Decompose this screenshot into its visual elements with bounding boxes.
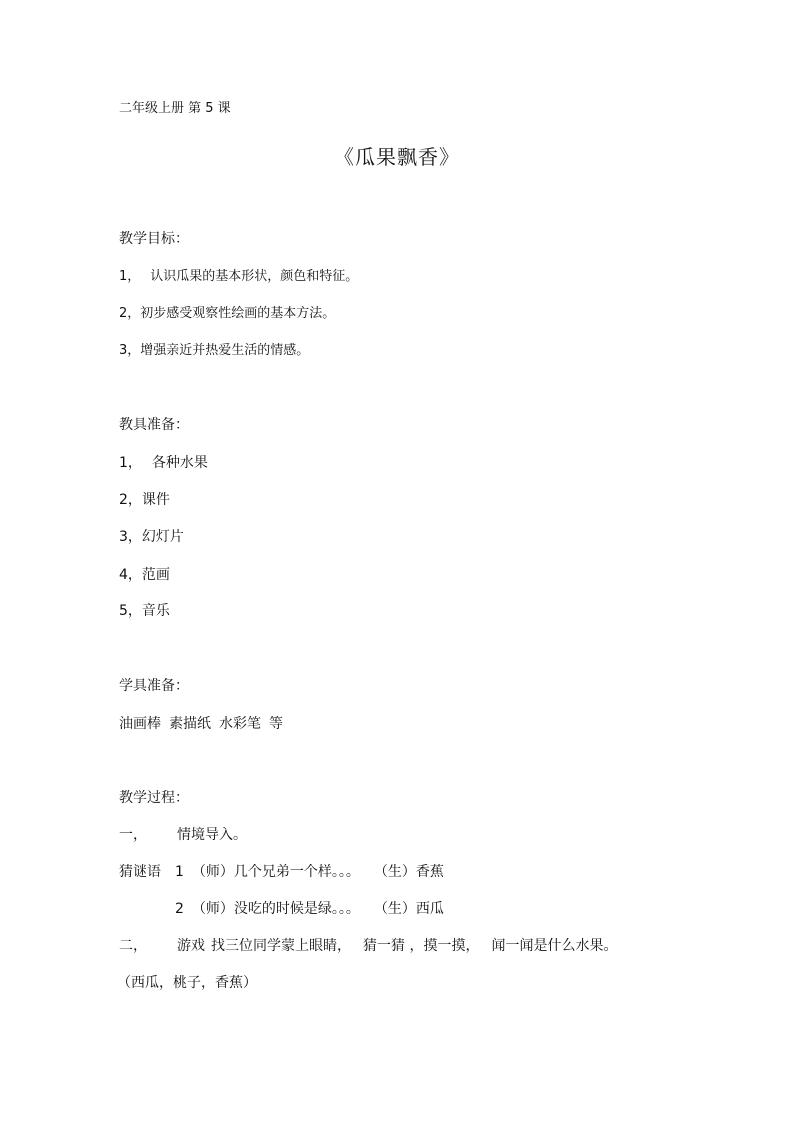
student-tool: 水彩笔 [219, 716, 261, 732]
riddle-row [119, 863, 161, 881]
game-part: 找三位同学蒙上眼睛， [211, 938, 351, 954]
teacher-tools-heading: 教具准备： [119, 417, 189, 433]
riddle-student: （生）西瓜 [373, 901, 444, 917]
goal-text: 增强亲近并热爱生活的情感。 [140, 343, 310, 358]
process-step-1 [119, 826, 247, 844]
tool-text: 幻灯片 [141, 529, 184, 545]
riddle-teacher: （师）几个兄弟一个样。。。 [191, 864, 360, 880]
process-heading: 教学过程： [119, 790, 189, 806]
game-part: 猜一猜 ，摸一摸， [363, 938, 480, 954]
student-tool: 油画棒 [119, 716, 161, 732]
step-num: 一， [119, 827, 147, 843]
step-num: 二， [119, 938, 147, 954]
student-tools-heading: 学具准备： [119, 678, 189, 694]
teacher-tool-item [119, 602, 170, 620]
game-part: 闻一闻是什么水果。 [491, 938, 618, 954]
riddle-item [175, 900, 444, 918]
tool-num: 4， [119, 567, 142, 583]
goal-item [119, 268, 358, 286]
grade-lesson-line: 二年级上册 第 5 课 [119, 101, 231, 116]
tool-num: 1， [119, 455, 142, 471]
teacher-tool-item [119, 491, 170, 509]
step-text: 情境导入。 [177, 827, 247, 843]
riddle-num: 2 [175, 901, 184, 917]
page-title: 《瓜果飘香》 [334, 145, 460, 169]
game-answer: （西瓜，桃子，香蕉） [117, 975, 257, 991]
goal-text: 认识瓜果的基本形状，颜色和特征。 [150, 269, 359, 284]
student-tools-line [119, 715, 283, 733]
teacher-tool-item [119, 454, 208, 472]
game-label: 游戏 [177, 938, 205, 954]
tool-text: 各种水果 [151, 455, 208, 471]
goal-item [119, 305, 335, 323]
riddle-teacher: （师）没吃的时候是绿。。。 [191, 901, 360, 917]
goals-heading: 教学目标： [119, 231, 189, 247]
goal-text: 初步感受观察性绘画的基本方法。 [140, 306, 336, 321]
goal-num: 3， [119, 343, 141, 358]
student-tool: 等 [269, 716, 283, 732]
tool-num: 5， [119, 603, 142, 619]
tool-text: 音乐 [141, 603, 170, 619]
riddle-label: 猜谜语 [119, 864, 161, 880]
riddle-item [175, 863, 444, 881]
tool-num: 3， [119, 529, 142, 545]
tool-text: 范画 [141, 567, 170, 583]
process-step-2 [119, 937, 617, 955]
teacher-tool-item [119, 528, 184, 546]
student-tool: 素描纸 [169, 716, 211, 732]
tool-text: 课件 [141, 492, 170, 508]
teacher-tool-item [119, 566, 170, 584]
goal-item [119, 342, 309, 360]
tool-num: 2， [119, 492, 142, 508]
riddle-student: （生）香蕉 [373, 864, 444, 880]
riddle-num: 1 [175, 864, 184, 880]
goal-num: 1， [119, 269, 141, 284]
goal-num: 2， [119, 306, 141, 321]
